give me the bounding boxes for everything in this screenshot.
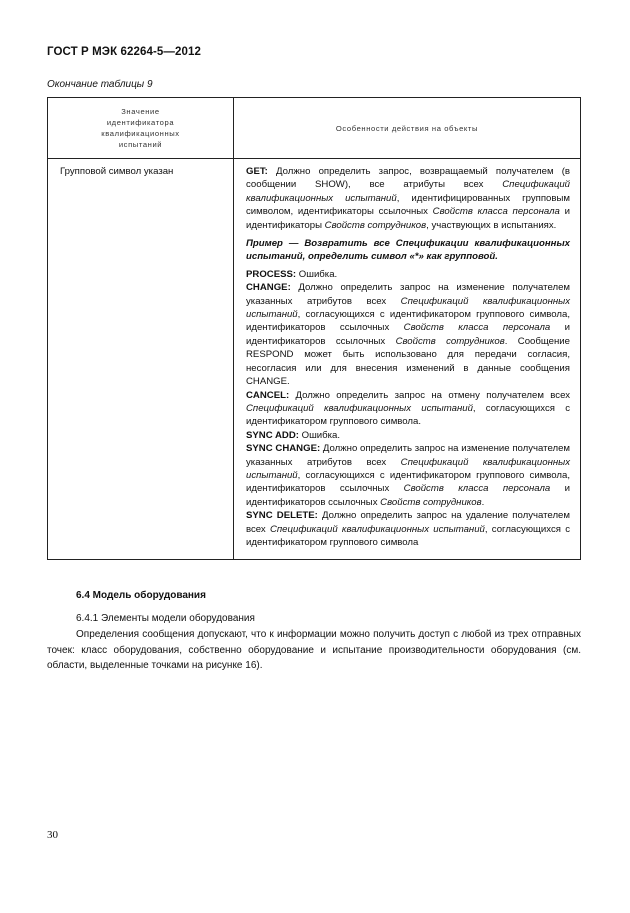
col-header-identifier-value (48, 98, 234, 159)
sync-change-label: SYNC CHANGE: (246, 443, 321, 455)
body-paragraph: Определения сообщения допускают, что к информации можно получить доступ с любой из трех отправных точек: класс оборудования, собственно оборудование и испытание производительности оборудования (см. области, выделенные точками на рисунке 16). (47, 629, 581, 671)
text: Должно определить запрос на изменение получателем указанных атрибутов всех (246, 282, 570, 307)
col-header-line: Значение (121, 107, 160, 116)
text: , участвующих в испытаниях. (426, 219, 557, 231)
emphasis: Спецификаций квалификационных испытаний (246, 456, 570, 481)
emphasis: Свойств сотрудников (380, 496, 482, 508)
sync-add-label: SYNC ADD: (246, 429, 299, 441)
text: и идентификаторов ссылочных (246, 483, 570, 508)
col-header-object-actions: Особенности действия на объекты (234, 98, 581, 159)
table-row (48, 159, 581, 560)
text: и идентификаторов ссылочных (246, 322, 570, 347)
example-text: Пример — Возвратить все Спецификации квалификационных испытаний, определить символ «*» как групповой. (246, 238, 570, 263)
text: . Сообщение RESPOND может быть использовано для передачи согласия, несогласия или для внесения изменений в данные сообщения CHANGE. (246, 335, 570, 388)
sync-delete-label: SYNC DELETE: (246, 510, 318, 522)
text: , согласующихся с идентификатором группового символа (246, 523, 570, 548)
text: Ошибка. (296, 268, 338, 280)
row-key-cell: Групповой символ указан (48, 159, 234, 560)
process-label: PROCESS: (246, 268, 297, 280)
text: Должно определить запрос, возвращаемый получателем (в сообщении SHOW), все атрибуты всех (246, 166, 570, 191)
change-label: CHANGE: (246, 282, 291, 294)
emphasis: Свойств класса персонала (432, 206, 560, 218)
text: , идентифицированных групповым символом, идентификаторы ссылочных (246, 192, 570, 218)
table-9 (47, 97, 581, 560)
get-label: GET: (246, 166, 268, 177)
emphasis: Свойств класса персонала (403, 483, 551, 495)
emphasis: Спецификаций квалификационных испытаний (246, 179, 570, 204)
col-header-line: испытаний (118, 140, 163, 149)
table-caption: Окончание таблицы 9 (47, 79, 153, 90)
emphasis: Спецификаций квалификационных испытаний (269, 523, 485, 535)
emphasis: Свойств сотрудников (395, 335, 505, 347)
text: Должно определить запрос на отмену получателем всех (289, 389, 570, 401)
get-paragraph (246, 165, 570, 232)
emphasis: Спецификаций квалификационных испытаний (246, 295, 570, 321)
text: . (481, 496, 485, 508)
cancel-paragraph (246, 389, 570, 429)
text: , согласующихся с идентификатором группового символа, идентификаторов ссылочных (246, 469, 570, 495)
sync-change-paragraph (246, 442, 570, 509)
text: , согласующихся с идентификатором группового символа, идентификаторов ссылочных (246, 309, 570, 334)
emphasis: Спецификаций квалификационных испытаний (246, 402, 473, 414)
example-paragraph (246, 237, 570, 264)
text: Ошибка. (298, 429, 341, 441)
emphasis: Свойств класса персонала (403, 322, 551, 334)
emphasis: Свойств сотрудников (324, 219, 427, 231)
sync-delete-paragraph (246, 509, 570, 549)
col-header-line: идентификатора (106, 118, 175, 127)
change-paragraph (246, 281, 570, 388)
text: Должно определить запрос на удаление получателем всех (246, 510, 570, 535)
col-header-line: квалификационных (101, 129, 180, 138)
text: Должно определить запрос на изменение получателем указанных атрибутов всех (246, 443, 570, 468)
document-header: ГОСТ Р МЭК 62264-5—2012 (47, 46, 201, 58)
process-paragraph (246, 268, 570, 281)
subsection-heading: 6.4.1 Элементы модели оборудования (76, 613, 255, 624)
cancel-label: CANCEL: (246, 389, 290, 401)
sync-add-paragraph (246, 429, 570, 442)
page-number: 30 (47, 829, 58, 841)
text: и идентификаторы (246, 206, 570, 231)
text: , согласующихся с идентификатором группового символа. (246, 402, 570, 428)
row-description-cell (234, 159, 581, 560)
table-header-row (48, 98, 581, 159)
section-heading: 6.4 Модель оборудования (76, 590, 206, 601)
